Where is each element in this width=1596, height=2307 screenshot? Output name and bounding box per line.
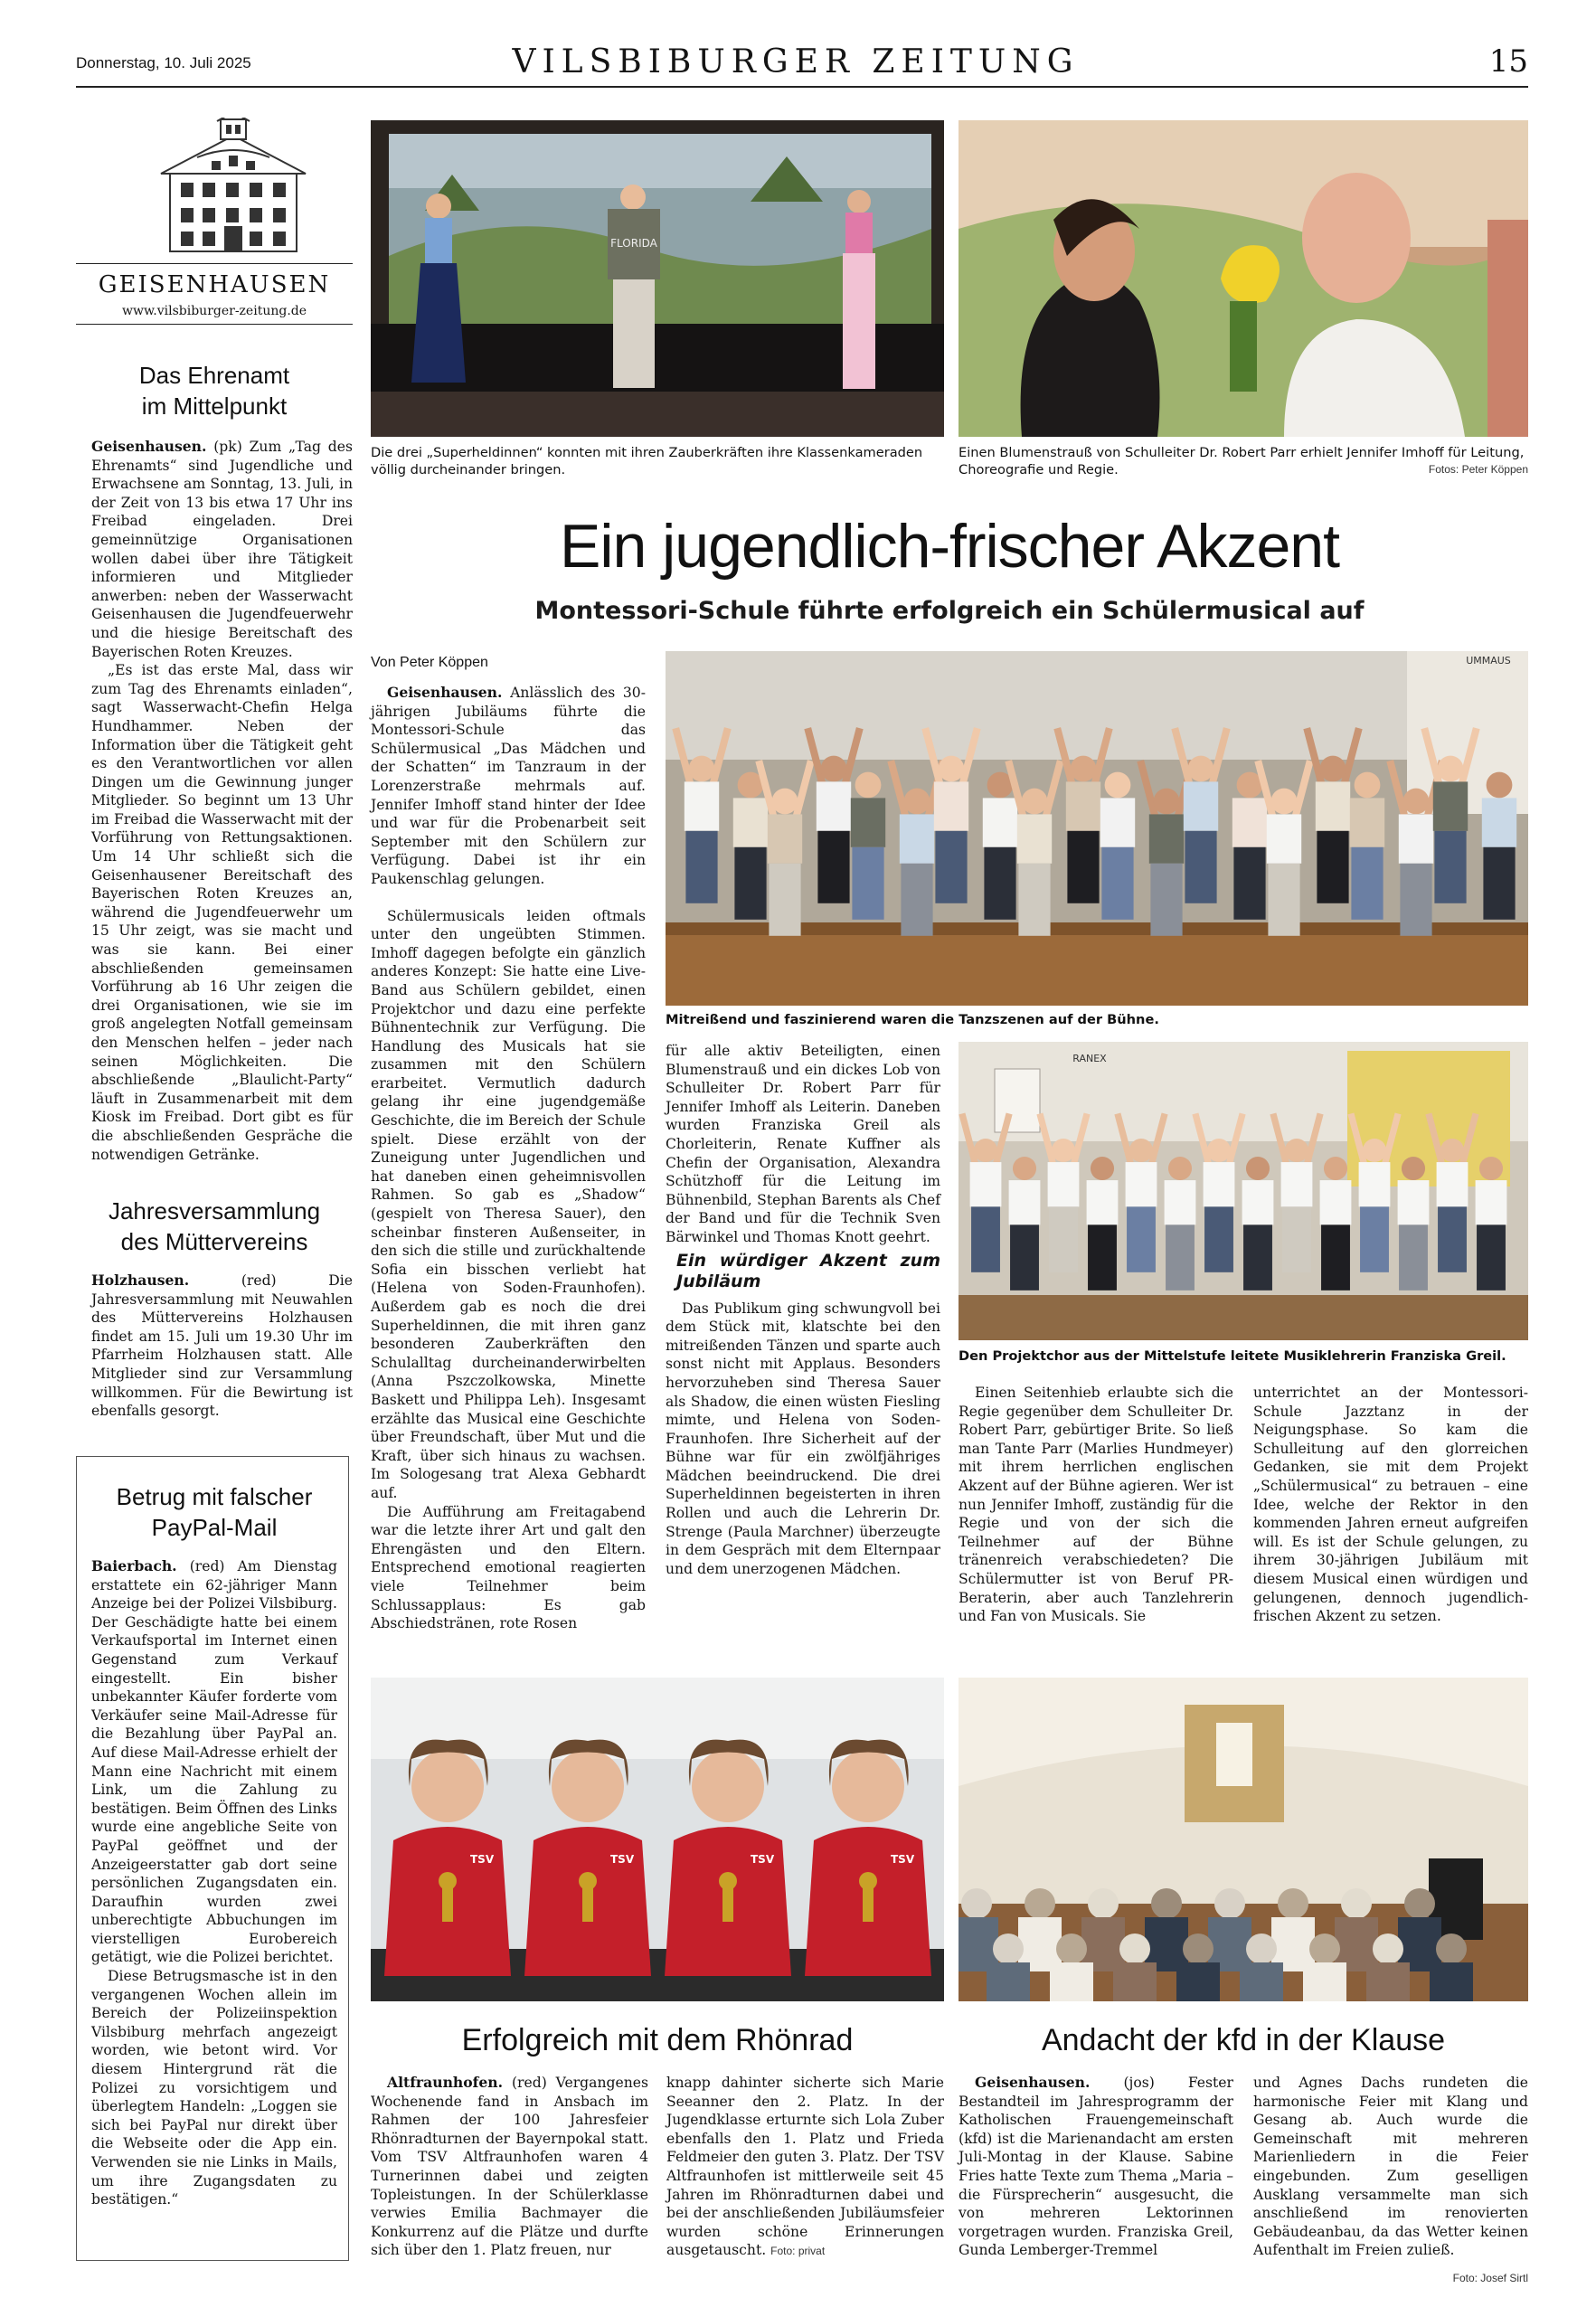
kfd-article-col1 — [959, 2074, 1233, 2260]
musical-paragraph-2: Schülermusicals leiden oftmals unter den ungeübten Stimmen. Imhoff dagegen befolgte ein gänzlich anderes Konzept: Sie hatte eine Live-Band aus Schülern gebildet, einen Projektchor und dazu eine perfekte Bühnentechnik zur Verfügung. Die Handlung des Musicals hat sie zusammen mit den Schülern erarbeitet. Vermutlich dadurch gelang ihr eine jugendgemäße Geschichte, die im Bereich der Schule spielt. Diese erzählt von der Zuneigung unter Jugendlichen und hat daneben einen geheimnisvollen Rahmen. So gab es „Shadow“ (gespielt von Theresa Sauer), den scheinbar finsteren Außenseiter, in den sich die stille und zurückhaltende Sofia ein bisschen verliebt hat (Helena von Soden-Fraunhofen). Außerdem gab es noch die drei Superheldinnen, die mit ihren ganz besonderen Zauberkräften den Schulalltag durcheinanderwirbelten (Anna Pszczolkowska, Minette Baskett und Philippa Leh). Insgesamt erzählte das Musical eine Geschichte über Freundschaft, über Mut und die Kraft, über sich hinaus zu wachsen. Im Sologesang trat Alexa Gebhardt auf. — [371, 907, 646, 1501]
caption-dance: Mitreißend und faszinierend waren die Tanzszenen auf der Bühne. — [666, 1012, 1159, 1027]
caption-choir: Den Projektchor aus der Mittelstufe leitete Musiklehrerin Franziska Greil. — [959, 1348, 1506, 1364]
musical-paragraph-7: unterrichtet an der Montessori-Schule Jazztanz in der Neigungsphase. So kam die Schulleitung auf den glorreichen Gedanken, sie mit dem Projekt „Schülermusical“ zu betrauen – eine Idee, welche der Rektor in den kommenden Jahren erneut aufgreifen will. Es ist der Schule gelungen, zu ihrem 30-jährigen Jubiläum mit diesem Musical einen würdigen und gelungenen, dennoch jugendlich-frischen Akzent zu setzen. — [1253, 1385, 1528, 1625]
kfd-dateline: Geisenhausen. — [975, 2074, 1091, 2091]
kfd-paragraph-1: (jos) Fester Bestandteil im Jahresprogramm der Katholischen Frauengemeinschaft (kfd) ist die Marienandacht am ersten Juli-Montag in der Klause. Sabine Fries hatte Texte zum Thema „Maria – die Fürsprecherin“ ausgesucht, die von mehreren Lektorinnen vorgetragen wurden. Franziska Greil, Gunda Lemberger-Tremmel — [959, 2075, 1233, 2259]
ehrenamt-paragraph-2: „Es ist das erste Mal, dass wir zum Tag des Ehrenamts einladen“, sagt Wasserwacht-Chefin Helga Hundhammer. Neben der Information über die Tätigkeit geht es den Verantwortlichen vor allen Dingen um die Gewinnung junger Mitglieder. So beginnt um 13 Uhr im Freibad die Wasserwacht mit der Vorführung von Rettungsaktionen. Um 14 Uhr schließt sich die Geisenhausener Bereitschaft des Bayerischen Roten Kreuzes an, während die Jugendfeuerwehr um 15 Uhr zeigt, was sie macht und was sie kann. Bei einer abschließenden gemeinsamen Vorführung ab 16 Uhr zeigen die drei Organisationen, wie sie im groß angelegten Notfall gemeinsam den Menschen helfen – jeder nach seinen Möglichkeiten. Die abschließende „Blaulicht-Party“ läuft in Zusammenarbeit mit dem Kiosk im Freibad. Dort gibt es für die abschließenden Gespräche die notwendigen Getränke. — [91, 662, 353, 1163]
muetterverein-headline-line1: Jahresversammlung — [108, 1197, 321, 1224]
musical-article-col2 — [666, 1042, 940, 1578]
page-number: 15 — [1488, 43, 1528, 80]
musical-article-col3 — [959, 1384, 1233, 1626]
musical-article-col1 — [371, 684, 646, 1633]
town-hall-logo — [143, 118, 324, 253]
roenrad-headline: Erfolgreich mit dem Rhönrad — [461, 2023, 854, 2057]
issue-date: Donnerstag, 10. Juli 2025 — [76, 54, 251, 71]
musical-paragraph-3: Die Aufführung am Freitagabend war die letzte ihrer Art und galt den Ehrengästen und den Eltern. Entsprechend emotional reagierten viele Teilnehmer beim Schlussapplaus: Es gab Abschiedstränen, rote Rosen — [371, 1503, 646, 1632]
roenrad-article-col1 — [371, 2074, 648, 2260]
main-subheadline: Montessori-Schule führte erfolgreich ein Schülermusical auf — [534, 597, 1365, 625]
ehrenamt-article — [91, 438, 353, 1164]
muetterverein-dateline: Holzhausen. — [91, 1272, 190, 1289]
local-rule — [76, 324, 353, 325]
betrug-headline-line2: PayPal-Mail — [151, 1514, 278, 1541]
roenrad-photo-credit: Foto: privat — [770, 2245, 826, 2258]
musical-dateline: Geisenhausen. — [387, 684, 503, 701]
musical-article-col4 — [1253, 1384, 1528, 1626]
choir-sign-text: RANEX — [1072, 1053, 1107, 1064]
local-section-url: www.vilsbiburger-zeitung.de — [121, 304, 307, 318]
svg-text:TSV: TSV — [470, 1853, 495, 1866]
musical-paragraph-1: Anlässlich des 30-jährigen Jubiläums führte die Montessori-Schule das Schülermusical „Das Mädchen und der Schatten“ im Tanzraum in der Lorenzerstraße mehrmals auf. Jennifer Imhoff stand hinter der Idee und war für die Probenarbeit seit September mit den Schülern zur Verfügung. Dabei ist ihr ein Paukenschlag gelungen. — [371, 685, 646, 887]
betrug-paragraph-2: Diese Betrugsmasche ist in den vergangenen Wochen allein im Bereich der Polizeiinspektion Vilsbiburg mehrfach angezeigt worden, wie betont wird. Vor diesem Hintergrund rät die Polizei zu vorsichtigem und überlegtem Handeln: „Loggen sie sich bei PayPal nur direkt über die Webseite oder die App ein. Verwenden sie nie Links in Mails, um ihre Zugangsdaten zu bestätigen.“ — [91, 1968, 337, 2208]
photo-dance — [666, 651, 1528, 1006]
kfd-paragraph-2: und Agnes Dachs rundeten die harmonische Feier mit Klang und Gesang ab. Auch wurde die Gemeinschaft mit mehreren Marienliedern in die Feier eingebunden. Zum geselligen Ausklang versammelte man sich anschließend im renovierten Gebäudeanbau, da das Wetter keinen Aufenthalt im Freien zuließ. — [1253, 2075, 1528, 2259]
byline: Von Peter Köppen — [371, 655, 488, 670]
photo-credit-musical: Fotos: Peter Köppen — [1428, 463, 1528, 476]
roenrad-paragraph-1: (red) Vergangenes Wochenende fand in Ansbach im Rahmen der 100 Jahresfeier Rhönradturnen der Bayernpokal statt. Vom TSV Altfraunhofen waren 4 Turnerinnen dabei und zeigten Topleistungen. In der Schülerklasse verwies Emilia Bachmayer die Konkurrenz auf die Plätze und durfte sich über den 1. Platz freuen, nur — [371, 2075, 648, 2259]
ehrenamt-headline-line1: Das Ehrenamt — [138, 362, 290, 389]
svg-text:TSV: TSV — [751, 1853, 775, 1866]
musical-paragraph-6: Einen Seitenhieb erlaubte sich die Regie gegenüber dem Schulleiter Dr. Robert Parr, gebürtiger Brite. So ließ man Tante Parr (Marlies Hundmeyer) mit ihrem herrlichen englischen Akzent auf der Bühne agieren. Wer ist nun Jennifer Imhoff, zuständig für die Regie und von der sich die Teilnehmer auf der Bühne tränenreich verabschiedeten? Die Schülermutter ist von Beruf PR-Beraterin, aber auch Tanzlehrerin und Fan von Musicals. Sie — [959, 1385, 1233, 1625]
masthead-rule — [76, 86, 1528, 88]
kfd-photo-credit: Foto: Josef Sirtl — [1452, 2272, 1528, 2284]
roenrad-paragraph-2: knapp dahinter sicherte sich Marie Seeanner den 2. Platz. In der Jugendklasse erturnte sich Lola Zuber ebenfalls den 1. Platz und Frieda Feldmeier den guten 3. Platz. Der TSV Altfraunhofen ist mittlerweile seit 45 Jahren im Rhönradturnen dabei und bei der anschließenden Jubiläumsfeier wurden schöne Erinnerungen ausgetauscht. — [666, 2075, 944, 2259]
betrug-article — [91, 1557, 337, 2209]
main-headline: Ein jugendlich-frischer Akzent — [559, 512, 1339, 581]
ehrenamt-dateline: Geisenhausen. — [91, 438, 207, 455]
shirt-print-florida: FLORIDA — [610, 237, 657, 250]
kfd-headline: Andacht der kfd in der Klause — [1041, 2023, 1446, 2057]
photo-kfd — [959, 1678, 1528, 2001]
kfd-article-col2 — [1253, 2074, 1528, 2260]
betrug-headline — [76, 1481, 353, 1543]
betrug-paragraph-1: (red) Am Dienstag erstattete ein 62-jähriger Mann Anzeige bei der Polizei Vilsbiburg. Der Geschädigte hatte bei einem Verkaufsportal im Internet einen Gegenstand zum Verkauf eingestellt. Ein bisher unbekannter Käufer forderte vom Verkäufer seine Mail-Adresse für die Bezahlung über PayPal an. Auf diese Mail-Adresse erhielt der Mann eine Nachricht mit einem Link, um die Zahlung zu bestätigen. Beim Öffnen des Links wurde eine angebliche Seite von PayPal geöffnet und der Anzeigeerstatter gab dort seine persönlichen Zugangsdaten ein. Daraufhin wurden zwei unberechtigte Abbuchungen im vierstelligen Eurobereich getätigt, wie die Polizei berichtet. — [91, 1558, 337, 1966]
caption-bouquet: Einen Blumenstrauß von Schulleiter Dr. Robert Parr erhielt Jennifer Imhoff für Leitung, Choreografie und Regie. — [959, 445, 1525, 477]
muetterverein-paragraph: (red) Die Jahresversammlung mit Neuwahlen des Müttervereins Holzhausen findet am 15. Juli um 19.30 Uhr im Pfarrheim Holzhausen statt. Alle Mitglieder sind zur Versammlung willkommen. Für die Bewirtung ist ebenfalls gesorgt. — [91, 1272, 353, 1420]
muetterverein-headline-line2: des Müttervereins — [120, 1228, 308, 1255]
caption-superheroines: Die drei „Superheldinnen“ konnten mit ihren Zauberkräften ihre Klassenkameraden völlig durcheinander bringen. — [371, 445, 923, 477]
photo-superheroines — [371, 120, 944, 437]
svg-text:TSV: TSV — [610, 1853, 635, 1866]
local-section-title: GEISENHAUSEN — [98, 271, 331, 298]
photo-choir — [959, 1042, 1528, 1340]
logo-rule — [76, 263, 353, 264]
ehrenamt-headline — [76, 360, 353, 421]
wall-sign-text: UMMAUS — [1466, 655, 1511, 667]
ehrenamt-headline-line2: im Mittelpunkt — [141, 392, 288, 420]
photo-bouquet — [959, 120, 1528, 437]
muetterverein-headline — [76, 1196, 353, 1257]
musical-paragraph-4: für alle aktiv Beteiligten, einen Blumenstrauß und ein dickes Lob von Schulleiter Dr. Robert Parr für Jennifer Imhoff als Leiterin. Daneben wurden Franziska Greil als Chorleiterin, Renate Kuffner als Chefin der Organisation, Alexandra Schützhoff für die Leitung im Bühnenbild, Stephan Barents als Chef der Band und für die Technik Sven Bärwinkel und Thomas Knott geehrt. — [666, 1043, 940, 1245]
svg-text:TSV: TSV — [891, 1853, 915, 1866]
ehrenamt-paragraph-1: (pk) Zum „Tag des Ehrenamts“ sind Jugendliche und Erwachsene am Sonntag, 13. Juli, in der Zeit von 13 bis etwa 17 Uhr ins Freibad eingeladen. Drei gemeinnützige Organisationen wollen dabei über ihre Tätigkeit informieren und Mitglieder anwerben: neben der Wasserwacht Geisenhausen die Jugendfeuerwehr und die hiesige Bereitschaft des Bayerischen Roten Kreuzes. — [91, 439, 353, 660]
roenrad-dateline: Altfraunhofen. — [387, 2074, 504, 2091]
photo-roenrad — [371, 1678, 944, 2001]
musical-paragraph-5: Das Publikum ging schwungvoll bei dem Stück mit, klatschte bei den mitreißenden Tänzen und sparte auch sonst nicht mit Applaus. Besonders hervorzuheben sind Theresa Sauer als Shadow, die einen wüsten Fiesling mimte, und Helena von Soden-Fraunhofen. Ihre Sicherheit auf der Bühne war für ein zwölfjähriges Mädchen beeindruckend. Die drei Superheldinnen begeisterten in ihren Rollen und auch die Lehrerin Dr. Strenge (Paula Marchner) überzeugte in dem Gespräch mit dem Elternpaar und dem unerzogenen Mädchen. — [666, 1300, 940, 1577]
muetterverein-article — [91, 1272, 353, 1421]
musical-subhead: Ein würdiger Akzent zum Jubiläum — [676, 1250, 940, 1291]
newspaper-name: VILSBIBURGER ZEITUNG — [512, 43, 1080, 80]
betrug-headline-line1: Betrug mit falscher — [116, 1483, 313, 1510]
betrug-dateline: Baierbach. — [91, 1557, 177, 1574]
roenrad-article-col2 — [666, 2074, 944, 2261]
